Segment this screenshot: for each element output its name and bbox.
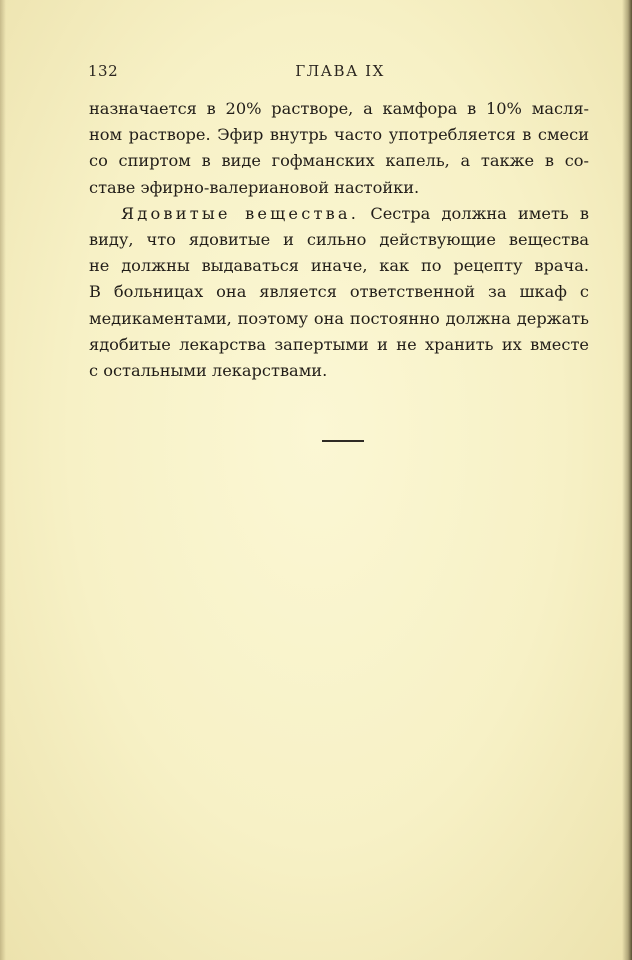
paragraph-2 — [89, 201, 589, 384]
text-line: медикаментами, поэтому она постоянно должна держать — [89, 308, 589, 328]
body-text — [89, 96, 589, 384]
text-line-rest: Сестра должна иметь в — [370, 203, 589, 223]
text-line: назначается в 20% растворе, а камфора в 10% масля- — [89, 99, 589, 118]
page-header — [88, 62, 592, 82]
paragraph-1 — [89, 96, 589, 201]
text-line: с остальными лекарствами. — [89, 361, 328, 381]
text-line: не должны выдаваться иначе, как по рецепту врача. — [89, 256, 589, 276]
text-line: ном растворе. Эфир внутрь часто употребляется в смеси — [89, 125, 589, 145]
text-line: В больницах она является ответственной за шкаф с — [89, 282, 589, 302]
page-number: 132 — [88, 62, 119, 80]
section-divider — [322, 440, 364, 442]
text-line: ядобитые лекарства запертыми и не хранить их вместе — [89, 334, 589, 354]
section-heading: Ядовитые вещества. — [121, 203, 360, 223]
text-line: ставе эфирно-валериановой настойки. — [89, 177, 420, 197]
chapter-title: ГЛАВА IX — [295, 62, 385, 80]
text-line: виду, что ядовитые и сильно действующие вещества — [89, 230, 589, 250]
text-line — [89, 201, 589, 227]
text-line: со спиртом в виде гофманских капель, а также в со- — [89, 151, 589, 171]
